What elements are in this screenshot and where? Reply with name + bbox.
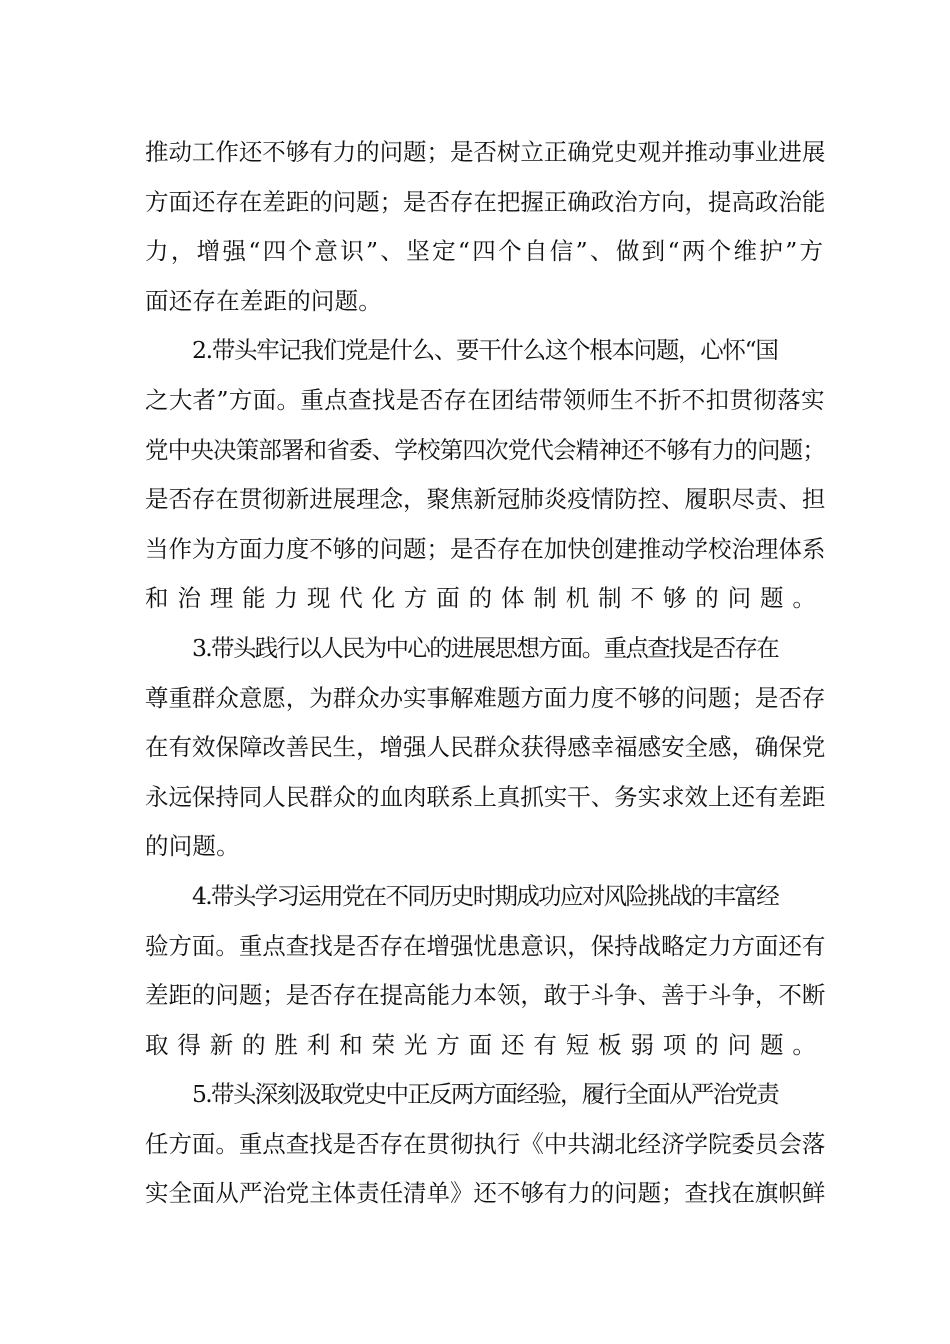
- text-line: 取得新的胜利和荣光方面还有短板弱项的问题。: [145, 1030, 825, 1059]
- text-line: 推动工作还不够有力的问题；是否树立正确党史观并推动事业进展: [145, 138, 826, 166]
- text-line: 当作为方面力度不够的问题；是否存在加快创建推动学校治理体系: [145, 534, 826, 563]
- text-line: 和治理能力现代化方面的体制机制不够的问题。: [145, 584, 825, 613]
- text-line: 的问题。: [145, 832, 240, 861]
- text-line: 差距的问题；是否存在提高能力本领，敢于斗争、善于斗争，不断: [145, 981, 826, 1010]
- text-line: 2.带头牢记我们党是什么、要干什么这个根本问题，心怀“国: [192, 336, 778, 365]
- text-line: 之大者”方面。重点查找是否存在团结带领师生不折不扣贯彻落实: [145, 385, 825, 414]
- text-line: 尊重群众意愿，为群众办实事解难题方面力度不够的问题；是否存: [145, 683, 826, 712]
- body-text: [145, 128, 825, 1219]
- text-line: 验方面。重点查找是否存在增强忧患意识，保持战略定力方面还有: [145, 931, 826, 960]
- text-line: 4.带头学习运用党在不同历史时期成功应对风险挑战的丰富经: [192, 881, 779, 910]
- text-line: 是否存在贯彻新进展理念，聚焦新冠肺炎疫情防控、履职尽责、担: [145, 485, 826, 514]
- text-line: 方面还存在差距的问题；是否存在把握正确政治方向，提高政治能: [145, 187, 826, 216]
- text-line: 5.带头深刻汲取党史中正反两方面经验，履行全面从严治党责: [192, 1080, 779, 1109]
- text-line: 3.带头践行以人民为中心的进展思想方面。重点查找是否存在: [192, 633, 779, 662]
- text-line: 实全面从严治党主体责任清单》还不够有力的问题；查找在旗帜鲜: [145, 1179, 826, 1208]
- text-line: 永远保持同人民群众的血肉联系上真抓实干、务实求效上还有差距: [145, 782, 826, 811]
- text-line: 力，增强“四个意识”、坚定“四个自信”、做到“两个维护”方: [145, 237, 826, 266]
- text-line: 在有效保障改善民生，增强人民群众获得感幸福感安全感，确保党: [145, 733, 826, 762]
- text-line: 任方面。重点查找是否存在贯彻执行《中共湖北经济学院委员会落: [145, 1129, 826, 1158]
- text-line: 面还存在差距的问题。: [145, 286, 382, 315]
- text-line: 党中央决策部署和省委、学校第四次党代会精神还不够有力的问题；: [145, 435, 825, 464]
